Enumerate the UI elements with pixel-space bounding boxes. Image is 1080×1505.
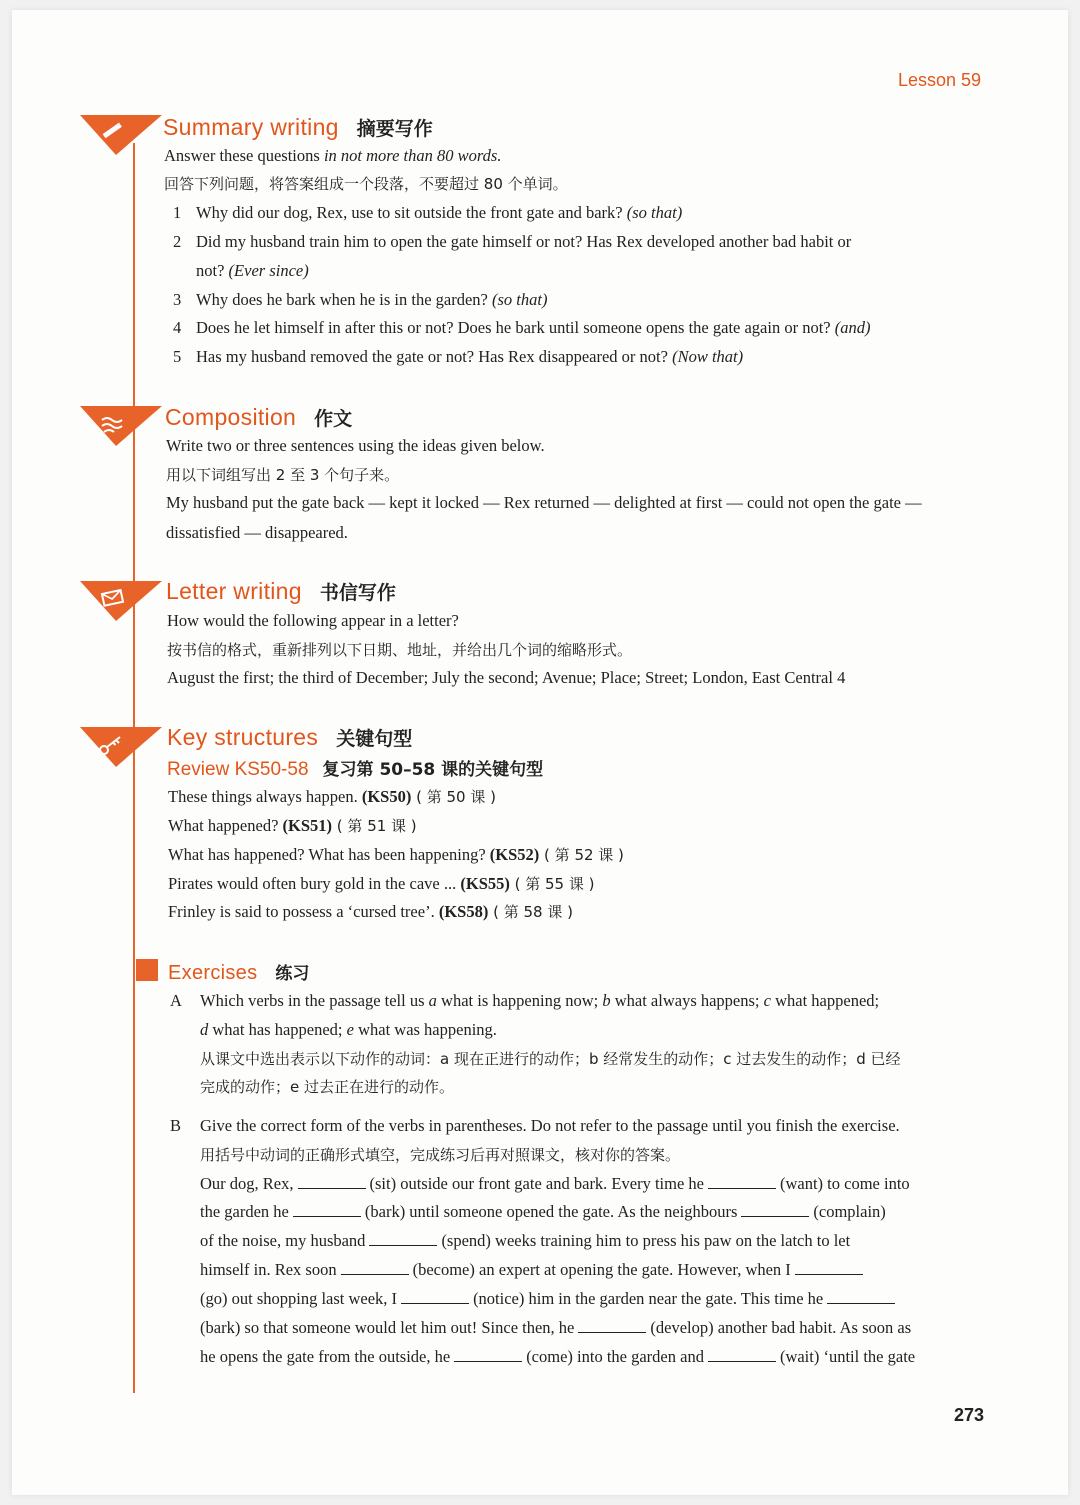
exercise-b-line: [200, 1317, 911, 1339]
exercise-b-line: [200, 1201, 886, 1223]
text: (become) an expert at opening the gate. However, when I: [412, 1260, 791, 1279]
text: what is happening now;: [436, 991, 603, 1010]
key-structure-lesson: ( 第 55 课 ): [509, 875, 595, 893]
text: Which verbs in the passage tell us: [200, 991, 429, 1010]
letter-title: Letter writing: [166, 578, 302, 604]
wave-icon: [80, 406, 170, 456]
question-text: Why did our dog, Rex, use to sit outside the front gate and bark?: [196, 203, 627, 222]
exercise-b-label: B: [170, 1116, 182, 1135]
letter-c: c: [763, 991, 771, 1010]
letter-title-cn: 书信写作: [319, 582, 396, 604]
answer-blank[interactable]: [454, 1347, 522, 1362]
text: what was happening.: [353, 1020, 497, 1039]
answer-blank[interactable]: [741, 1202, 809, 1217]
textbook-page: [12, 10, 1068, 1495]
review-label: Review KS50-58: [167, 759, 309, 780]
answer-blank[interactable]: [827, 1289, 895, 1304]
exercise-a-line-2: [200, 1019, 497, 1041]
text: (sit) outside our front gate and bark. Every time he: [369, 1174, 704, 1193]
question-number: 5: [173, 347, 182, 366]
key-structure-code: (KS52): [489, 845, 540, 864]
key-structure-code: (KS50): [361, 787, 412, 806]
composition-ideas-1: My husband put the gate back — kept it locked — Rex returned — delighted at first — could not open the gate —: [166, 493, 922, 512]
text: (notice) him in the garden near the gate. This time he: [473, 1289, 824, 1308]
question-number: 4: [173, 318, 182, 337]
exercise-a-line-1: [200, 990, 879, 1012]
composition-instruction-cn: 用以下词组写出 2 至 3 个句子来。: [166, 466, 400, 484]
text: (spend) weeks training him to press his paw on the latch to let: [441, 1231, 851, 1250]
text: himself in. Rex soon: [200, 1260, 337, 1279]
text: of the noise, my husband: [200, 1231, 366, 1250]
key-title: Key structures: [167, 724, 319, 750]
key-structure-line: [168, 786, 496, 808]
question-number: 2: [173, 232, 182, 251]
key-structure-line: [168, 901, 573, 923]
composition-ideas-2: dissatisfied — disappeared.: [166, 523, 348, 542]
exercises-title-cn: 练习: [275, 964, 310, 984]
question-text: Why does he bark when he is in the garden?: [196, 290, 492, 309]
question-2-cont: [196, 260, 309, 282]
summary-title: Summary writing: [163, 114, 339, 140]
letter-items: August the first; the third of December; July the second; Avenue; Place; Street; London, East Central 4: [167, 668, 846, 687]
text: (complain): [813, 1202, 886, 1221]
text: (bark) until someone opened the gate. As the neighbours: [364, 1202, 738, 1221]
question-5: [196, 346, 743, 368]
summary-instruction-cn: 回答下列问题，将答案组成一个段落，不要超过 80 个单词。: [164, 175, 568, 193]
question-text: not?: [196, 261, 229, 280]
text: the garden he: [200, 1202, 289, 1221]
text: (bark) so that someone would let him out! Since then, he: [200, 1318, 575, 1337]
answer-blank[interactable]: [578, 1318, 646, 1333]
key-structure-code: (KS55): [460, 874, 510, 893]
exercise-b-line: [200, 1346, 915, 1368]
key-structure-lesson: ( 第 52 课 ): [539, 846, 624, 864]
exercise-a-label: A: [170, 991, 182, 1010]
key-structure-lesson: ( 第 58 课 ): [488, 903, 573, 921]
review-label-cn: 复习第 50–58 课的关键句型: [322, 760, 544, 780]
question-hint: (Ever since): [228, 261, 309, 280]
text: Our dog, Rex,: [200, 1174, 294, 1193]
letter-a: a: [428, 991, 437, 1010]
text: what has happened;: [208, 1020, 347, 1039]
key-icon: [80, 727, 170, 777]
key-structure-text: What has happened? What has been happening?: [168, 845, 490, 864]
answer-blank[interactable]: [401, 1289, 469, 1304]
question-number: 3: [173, 290, 182, 309]
key-structure-line: [168, 844, 624, 866]
letter-d: d: [200, 1020, 209, 1039]
question-hint: (Now that): [672, 347, 744, 366]
envelope-icon: [80, 581, 170, 631]
exercise-a-cn-2: 完成的动作；e 过去正在进行的动作。: [200, 1078, 454, 1096]
text: (come) into the garden and: [526, 1347, 704, 1366]
exercises-title: Exercises: [168, 962, 258, 984]
letter-instruction-cn: 按书信的格式，重新排列以下日期、地址，并给出几个词的缩略形式。: [167, 641, 633, 659]
key-heading: [167, 724, 412, 751]
key-title-cn: 关键句型: [336, 728, 413, 750]
answer-blank[interactable]: [708, 1347, 776, 1362]
summary-title-cn: 摘要写作: [356, 118, 433, 140]
summary-instruction: [164, 145, 501, 167]
answer-blank[interactable]: [341, 1260, 409, 1275]
exercise-b-instruction: Give the correct form of the verbs in parentheses. Do not refer to the passage until you finish the exercise.: [200, 1116, 900, 1135]
review-heading: [167, 755, 543, 781]
letter-b: b: [602, 991, 611, 1010]
text: (wait) ‘until the gate: [779, 1347, 916, 1366]
composition-instruction: Write two or three sentences using the ideas given below.: [166, 436, 545, 455]
exercise-b-instruction-cn: 用括号中动词的正确形式填空，完成练习后再对照课文，核对你的答案。: [200, 1146, 681, 1164]
composition-title: Composition: [165, 404, 297, 430]
composition-heading: [165, 404, 352, 431]
question-hint: (and): [834, 318, 871, 337]
text: he opens the gate from the outside, he: [200, 1347, 451, 1366]
exercise-b-line: [200, 1230, 850, 1252]
exercise-a-cn-1: 从课文中选出表示以下动作的动词：a 现在正进行的动作；b 经常发生的动作；c 过去发生的动作；d 已经: [200, 1050, 901, 1068]
key-structure-text: Frinley is said to possess a ‘cursed tree’.: [168, 902, 439, 921]
answer-blank[interactable]: [369, 1231, 437, 1246]
letter-instruction: How would the following appear in a letter?: [167, 611, 459, 630]
text: what happened;: [770, 991, 880, 1010]
summary-heading: [163, 114, 433, 141]
question-number: 1: [173, 203, 182, 222]
question-text: Does he let himself in after this or not? Does he bark until someone opens the gate again or not?: [196, 318, 835, 337]
exercises-heading: [168, 959, 309, 985]
summary-instruction-text: Answer these questions: [164, 146, 324, 165]
question-1: [196, 202, 682, 224]
answer-blank[interactable]: [708, 1174, 776, 1189]
summary-instruction-limit: in not more than 80 words.: [323, 146, 502, 165]
text: (go) out shopping last week, I: [200, 1289, 398, 1308]
key-structure-line: [168, 873, 595, 895]
question-3: [196, 289, 547, 311]
exercise-b-line: [200, 1259, 867, 1281]
key-structure-code: (KS51): [282, 816, 333, 835]
text: (want) to come into: [779, 1174, 910, 1193]
key-structure-line: [168, 815, 417, 837]
key-structure-text: What happened?: [168, 816, 283, 835]
answer-blank[interactable]: [795, 1260, 863, 1275]
question-2: Did my husband train him to open the gate himself or not? Has Rex developed another bad habit or: [196, 232, 852, 251]
key-structure-lesson: ( 第 51 课 ): [332, 817, 417, 835]
key-structure-code: (KS58): [438, 902, 489, 921]
key-structure-text: These things always happen.: [168, 787, 362, 806]
key-structure-lesson: ( 第 50 课 ): [411, 788, 496, 806]
exercise-b-line: [200, 1173, 910, 1195]
text: what always happens;: [610, 991, 764, 1010]
exercise-b-line: [200, 1288, 899, 1310]
exercises-marker: [136, 959, 158, 981]
answer-blank[interactable]: [298, 1174, 366, 1189]
pencil-icon: [80, 115, 170, 165]
page-number: 273: [954, 1405, 985, 1425]
question-hint: (so that): [492, 290, 548, 309]
composition-title-cn: 作文: [314, 408, 353, 430]
key-structure-text: Pirates would often bury gold in the cave ...: [168, 874, 461, 893]
text: (develop) another bad habit. As soon as: [650, 1318, 912, 1337]
question-text: Has my husband removed the gate or not? Has Rex disappeared or not?: [196, 347, 673, 366]
lesson-header: Lesson 59: [898, 70, 982, 90]
answer-blank[interactable]: [293, 1202, 361, 1217]
letter-heading: [166, 578, 396, 605]
letter-e: e: [346, 1020, 354, 1039]
question-4: [196, 317, 871, 339]
question-hint: (so that): [626, 203, 683, 222]
